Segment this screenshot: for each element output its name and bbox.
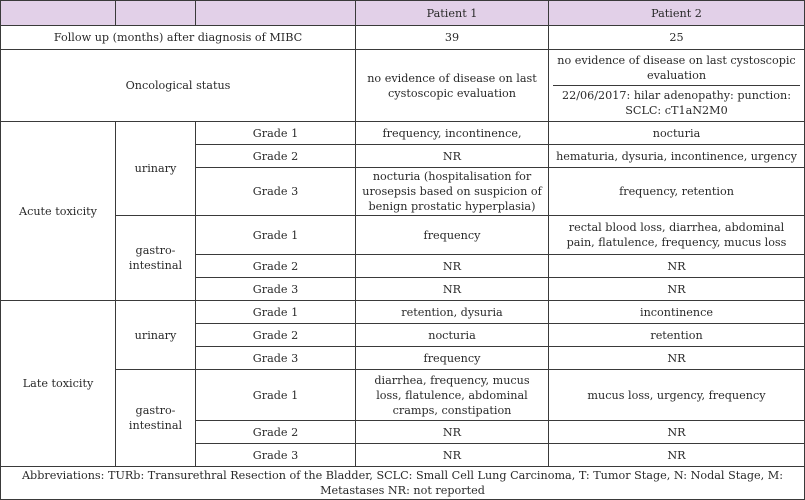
patient-1-value: NR [356, 421, 549, 444]
patient-2-value: nocturia [549, 122, 805, 145]
patient-2-value: frequency, retention [549, 168, 805, 216]
grade-label: Grade 1 [196, 370, 356, 421]
patient-1-value: diarrhea, frequency, mucus loss, flatulence, abdominal cramps, constipation [356, 370, 549, 421]
patient-1-value: NR [356, 145, 549, 168]
patient-1-value: frequency [356, 216, 549, 255]
header-row [1, 1, 805, 26]
acute-gi-label: gastro-intestinal [116, 216, 196, 301]
patient-2-value: NR [549, 421, 805, 444]
late-toxicity-label: Late toxicity [1, 301, 116, 467]
patient-2-value: rectal blood loss, diarrhea, abdominal pain, flatulence, frequency, mucus loss [549, 216, 805, 255]
grade-label: Grade 2 [196, 421, 356, 444]
table-row [1, 216, 805, 255]
grade-label: Grade 1 [196, 301, 356, 324]
oncological-status-label: Oncological status [1, 50, 356, 122]
follow-up-label: Follow up (months) after diagnosis of MIBC [1, 26, 356, 50]
oncological-status-patient-1: no evidence of disease on last cystoscopic evaluation [356, 50, 549, 122]
grade-label: Grade 3 [196, 278, 356, 301]
header-patient-2: Patient 2 [549, 1, 805, 26]
follow-up-patient-2: 25 [549, 26, 805, 50]
header-empty-1 [1, 1, 116, 26]
patient-1-value: frequency, incontinence, [356, 122, 549, 145]
patient-1-value: frequency [356, 347, 549, 370]
late-urinary-label: urinary [116, 301, 196, 370]
follow-up-row [1, 26, 805, 50]
header-empty-2 [116, 1, 196, 26]
grade-label: Grade 2 [196, 324, 356, 347]
table-row [1, 122, 805, 145]
header-patient-1: Patient 1 [356, 1, 549, 26]
patient-1-value: NR [356, 255, 549, 278]
patient-2-value: hematuria, dysuria, incontinence, urgency [549, 145, 805, 168]
patient-2-value: NR [549, 278, 805, 301]
table-row [1, 370, 805, 421]
patient-2-value: NR [549, 444, 805, 467]
patient-2-value: incontinence [549, 301, 805, 324]
header-empty-3 [196, 1, 356, 26]
grade-label: Grade 1 [196, 216, 356, 255]
patient-1-value: nocturia [356, 324, 549, 347]
patient-2-value: NR [549, 255, 805, 278]
patient-2-value: retention [549, 324, 805, 347]
patient-2-value: mucus loss, urgency, frequency [549, 370, 805, 421]
oncological-status-row [1, 50, 805, 122]
patient-1-value: retention, dysuria [356, 301, 549, 324]
patient-1-value: NR [356, 278, 549, 301]
footnote-row [1, 467, 805, 500]
acute-toxicity-label: Acute toxicity [1, 122, 116, 301]
grade-label: Grade 3 [196, 444, 356, 467]
follow-up-patient-1: 39 [356, 26, 549, 50]
abbreviations-footnote: Abbreviations: TURb: Transurethral Resection of the Bladder, SCLC: Small Cell Lung Carcinoma, T: Tumor Stage, N: Nodal Stage, M: Metastases NR: not reported [1, 467, 805, 500]
oncological-status-patient-2-line-1: no evidence of disease on last cystoscopic evaluation [557, 54, 796, 82]
grade-label: Grade 2 [196, 255, 356, 278]
acute-urinary-label: urinary [116, 122, 196, 216]
oncological-status-patient-2-line-2: 22/06/2017: hilar adenopathy: punction: SCLC: cT1aN2M0 [553, 85, 800, 120]
grade-label: Grade 3 [196, 347, 356, 370]
late-gi-label: gastro-intestinal [116, 370, 196, 467]
patient-1-value: NR [356, 444, 549, 467]
grade-label: Grade 2 [196, 145, 356, 168]
table-row [1, 301, 805, 324]
patient-1-value: nocturia (hospitalisation for urosepsis based on suspicion of benign prostatic hyperplasia) [356, 168, 549, 216]
oncological-status-patient-2 [549, 50, 805, 122]
grade-label: Grade 3 [196, 168, 356, 216]
patient-2-value: NR [549, 347, 805, 370]
grade-label: Grade 1 [196, 122, 356, 145]
